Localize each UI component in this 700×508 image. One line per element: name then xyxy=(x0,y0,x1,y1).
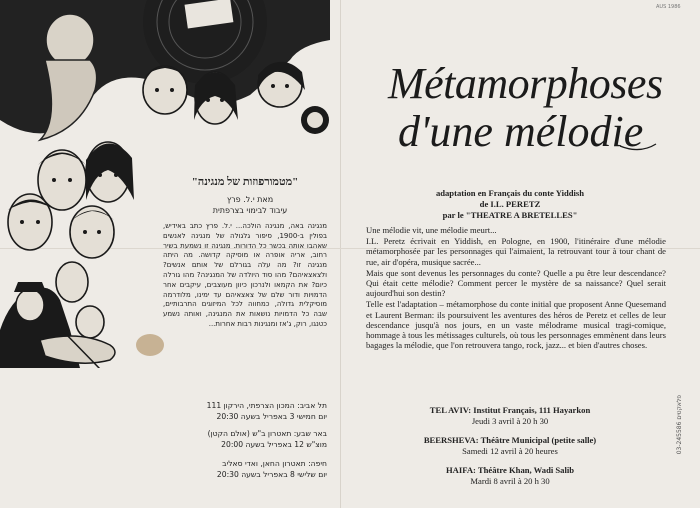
hebrew-title: "מטמורפוזות של מנגינה" xyxy=(191,176,299,188)
performance-telaviv: TEL AVIV: Institut Français, 111 Hayarkon Jeudi 3 avril à 20 h 30 xyxy=(429,405,591,426)
paper-stain xyxy=(136,334,164,356)
performance-haifa: HAIFA: Théâtre Khan, Wadi Salib Mardi 8 avril à 20 h 30 xyxy=(445,465,575,486)
hebrew-body-text: מנגינה באה, מנגינה הולכה... י.ל. פרץ כתב באידיש, בפולין ב-1900, סיפור גלגולה של מנגינה לאנשים שאהבו אותה בכשר כל הדורות. מנגינה זו נשמעת בשיר רחוב, אריה אופרה או מוסיקה קדושה. מה היתה מנגינה זו? מה עלה בגורלם של אותם אנשים? ולצאצאיהם? מהו סוד היולדה של המנגינה? מהו גורלה כיום? את הקמאו ולנרכון כיוון מעוצבים, עיקבים אחר הדמויות ודור שלם של צאצאיהם עד ימינו, מלודרמה מוסיקלית גדולה, כמחווה לכל המיזוגים התרבותיים, שבה כל הדמויות נושאות את המנגינה, ואותה נשמע כטנגו, רוק, ג'אז ומנגינות רבות אחרות... xyxy=(163,222,327,328)
french-paragraph: Telle est l'adaptation – métamorphose du conte initial que proposent Anne Quesemand et Laurent Berman: ils poursuivent les aventures des héros de Peretz et celles de leur descendance jusqu'à nos jours, en un vaste mélodrame musical tragi-comique, hommage à tous les métissages culturels, où tous les personnages emmènent dans leurs bagages la mélodie, que l'on retrouvera tango, rock, jazz... et bien d'autres choses. xyxy=(366,299,666,351)
corner-stamp: AUS 1986 xyxy=(656,4,681,10)
hebrew-performance-haifa: חיפה: תאטרון החאן, ואדי סאליב יום שלישי 8 באפריל בשעה 20:30 xyxy=(216,459,327,479)
french-subtitle-2: de I.L. PERETZ xyxy=(479,199,541,209)
french-paragraph: Mais que sont devenus les personnages du conte? Quelle a pu être leur descendance? Qui était cette mélodie? Comment percer le mystère de sa naissance? Quel serait aujourd'hui son destin? xyxy=(366,267,666,299)
french-subtitle-3: par le "THEATRE A BRETELLES" xyxy=(442,210,578,220)
french-subtitle-1: adaptation en Français du conte Yiddish xyxy=(435,188,585,198)
hebrew-author: מאת י.ל. פרץ xyxy=(226,195,274,204)
hebrew-performance-telaviv: תל אביב: המכון הצרפתי, הירקון 111 יום חמישי 3 באפריל בשעה 20:30 xyxy=(206,401,327,421)
fold-line-vertical xyxy=(340,0,341,508)
title-flourish-icon xyxy=(620,140,660,154)
french-title-line2: d'une mélodie xyxy=(398,107,644,156)
performance-beersheva: BEERSHEVA: Théâtre Municipal (petite salle) Samedi 12 avril à 20 heures xyxy=(423,435,597,456)
french-paragraph: I.L. Peretz écrivait en Yiddish, en Pologne, en 1900, l'itinéraire d'une mélodie métamorphosée par les personnages qui l'aimaient, la retrouvant tour à tour chant de rue, air d'opéra, musique sacrée... xyxy=(366,236,666,267)
printer-note: פלאקטים 03-245586 xyxy=(676,395,683,455)
french-body-text xyxy=(366,225,666,351)
hebrew-performance-beersheva: באר שבע: תאטרון ב"ש (אולם הקטן) מוצ"ש 12 באפריל בשעה 20:00 xyxy=(207,429,327,449)
french-paragraph: Une mélodie vit, une mélodie meurt... xyxy=(366,225,497,235)
french-title-line1: Métamorphoses xyxy=(388,59,663,108)
hebrew-adaptation: עיבוד לבימוי בצרפתית xyxy=(212,206,288,215)
